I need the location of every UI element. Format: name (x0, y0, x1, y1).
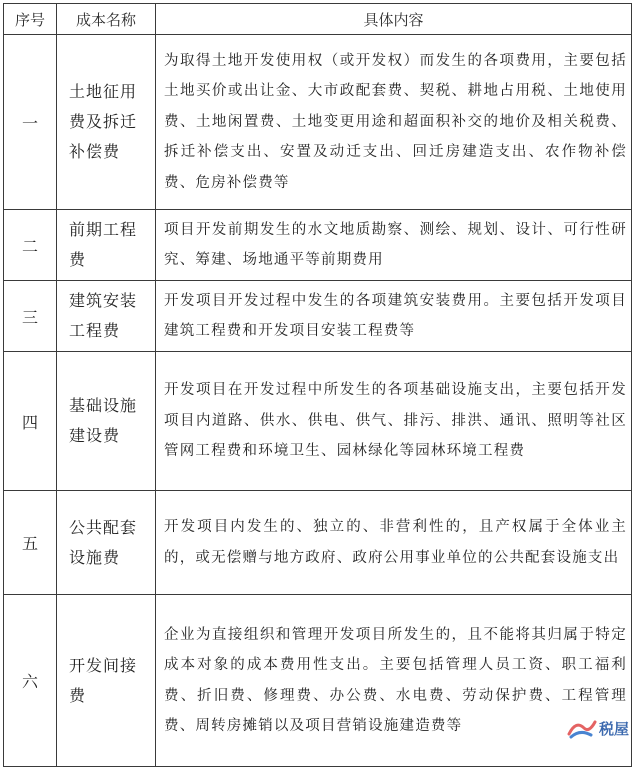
row-name: 建筑安装工程费 (57, 281, 156, 352)
table-row (4, 491, 632, 595)
row-desc: 项目开发前期发生的水文地质勘察、测绘、规划、设计、可行性研究、筹建、场地通平等前期费用 (156, 210, 632, 281)
row-seq: 一 (4, 35, 57, 210)
header-desc: 具体内容 (156, 4, 632, 35)
row-name: 基础设施建设费 (57, 352, 156, 491)
cost-table (3, 3, 632, 767)
header-seq: 序号 (4, 4, 57, 35)
row-name: 前期工程费 (57, 210, 156, 281)
row-desc: 开发项目开发过程中发生的各项建筑安装费用。主要包括开发项目建筑工程费和开发项目安装工程费等 (156, 281, 632, 352)
header-name: 成本名称 (57, 4, 156, 35)
row-seq: 二 (4, 210, 57, 281)
row-seq: 六 (4, 595, 57, 767)
table-row (4, 352, 632, 491)
row-name: 土地征用费及拆迁补偿费 (57, 35, 156, 210)
table-row (4, 210, 632, 281)
row-seq: 三 (4, 281, 57, 352)
row-name: 公共配套设施费 (57, 491, 156, 595)
watermark (567, 716, 629, 740)
watermark-text: 税屋 (598, 719, 629, 738)
table-row (4, 281, 632, 352)
row-seq: 四 (4, 352, 57, 491)
row-desc: 为取得土地开发使用权（或开发权）而发生的各项费用，主要包括土地买价或出让金、大市政配套费、契税、耕地占用税、土地使用费、土地闲置费、土地变更用途和超面积补交的地价及相关税费、拆迁补偿支出、安置及动迁支出、回迁房建造支出、农作物补偿费、危房补偿费等 (156, 35, 632, 210)
row-desc: 企业为直接组织和管理开发项目所发生的，且不能将其归属于特定成本对象的成本费用性支出。主要包括管理人员工资、职工福利费、折旧费、修理费、办公费、水电费、劳动保护费、工程管理费、周转房摊销以及项目营销设施建造费等 (156, 595, 632, 767)
table-row (4, 35, 632, 210)
tax-house-logo-icon (567, 716, 597, 740)
row-desc: 开发项目内发生的、独立的、非营利性的，且产权属于全体业主的，或无偿赠与地方政府、政府公用事业单位的公共配套设施支出 (156, 491, 632, 595)
row-desc: 开发项目在开发过程中所发生的各项基础设施支出，主要包括开发项目内道路、供水、供电、供气、排污、排洪、通讯、照明等社区管网工程费和环境卫生、园林绿化等园林环境工程费 (156, 352, 632, 491)
table-row (4, 595, 632, 767)
table-header-row (4, 4, 632, 35)
row-seq: 五 (4, 491, 57, 595)
row-name: 开发间接费 (57, 595, 156, 767)
